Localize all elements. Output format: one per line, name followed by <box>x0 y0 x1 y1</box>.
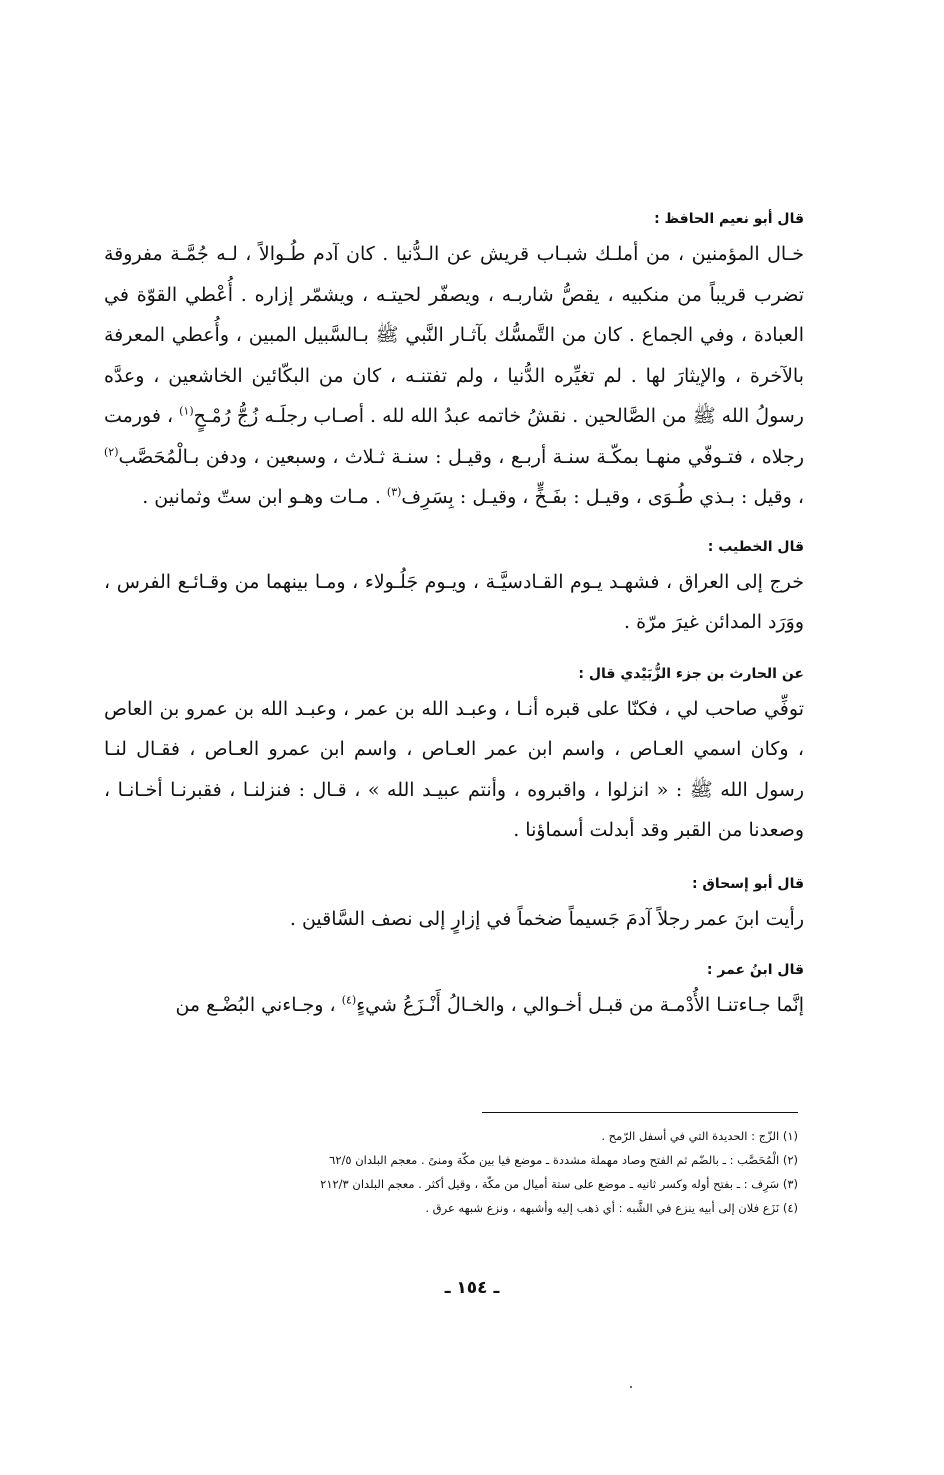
body-text-part: ، فورمت رجلاه ، فتـوفّي منهـا بمكّـة سنـة أربـع ، وقيـل : سنـة ثـلاث ، وسبعين ، ودفن بـالْمُحَصَّب <box>104 405 804 468</box>
section-ibn-umar <box>104 959 804 1026</box>
body-text-part: . مـات وهـو ابن ستّ وثمانين . <box>142 486 387 508</box>
footnote-reference[interactable]: (٤) <box>341 993 357 1007</box>
section-body <box>104 985 804 1026</box>
footnote-separator <box>482 1112 798 1113</box>
body-text-part: ، وجـاءني البُضْـع من <box>175 994 342 1016</box>
section-heading: عن الحارث بن جزء الزُّبَيْدي قال : <box>578 665 804 682</box>
section-al-harith <box>104 663 804 851</box>
section-heading: قال ابنُ عمر : <box>706 962 804 978</box>
body-text-part: ، وقيل : بـذي طُـوَى ، وقيـل : بفَـخٍّ ، وقيـل : بِسَرِف <box>401 486 804 508</box>
page-number: ـ ١٥٤ ـ <box>444 1278 500 1298</box>
section-heading: قال أبو إسحاق : <box>691 875 804 892</box>
section-body: رأيت ابنَ عمر رجلاً آدمَ جَسيماً ضخماً في إزارٍ إلى نصف السَّاقين . <box>289 907 804 930</box>
footnote-2: (٢) الْمُحَصَّب : ـ بالضّم ثم الفتح وصاد مهملة مشددة ـ موضع فيا بين مكّة ومنىً . معجم البلدان ٦٢/٥ <box>329 1153 798 1167</box>
footnote-4: (٤) نَزَع فلان إلى أبيه ينزع في الشَّبه : أي ذهب إليه وأشبهه ، ونزع شبهه عرق . <box>425 1201 798 1215</box>
section-abu-ishaq <box>104 873 804 940</box>
main-text <box>104 208 804 1026</box>
section-body <box>104 234 804 518</box>
body-text-part: خـال المؤمنين ، من أملـك شبـاب قريش عن الـدُّنيا . كان آدم طُـوالاً ، لـه جُمَّـة مفروقة تضرب قريباً من منكبيه ، يقصُّ شاربـه ، ويصفّر لحيتـه ، ويشمّر إزاره . أُعْطي القوّة في العبادة ، وفي الجماع . كان من التَّمسُّك بآثـار النَّبي ﷺ بـالسَّبيل المبين ، وأُعطي المعرفة بالآخرة ، والإيثارَ لها . لم تغيِّره الدُّنيا ، ولم تفتنـه ، كان من البكّائين الخاشعين ، وعدَّه رسولُ الله ﷺ من الصَّالحين . نقشُ خاتمه عبدُ الله لله . أصـاب رجلَـه زُجُّ رُمْـحٍ <box>104 243 804 427</box>
section-body: خرج إلى العراق ، فشهـد يـوم القـادسيَّـة ، ويـوم جَلُـولاء ، ومـا بينهما من وقـائـع الفرس ، ووَرَد المدائن غيرَ مرّة . <box>104 570 804 633</box>
footnote-reference[interactable]: (٣) <box>386 485 402 499</box>
section-heading: قال أبو نعيم الحافظ : <box>654 211 804 227</box>
footnote-3: (٣) سَرِف : ـ بفتح أوله وكسر ثانيه ـ موضع على ستة أميال من مكّة ، وقيل أكثر . معجم البلدان ٢١٢/٣ <box>320 1177 798 1191</box>
footnotes <box>104 1124 798 1220</box>
scan-speck <box>630 1386 632 1388</box>
footnote-reference[interactable]: (٢) <box>104 445 119 459</box>
body-text-part: إنَّما جـاءتنـا الأُدْمـة من قبـل أخـوالي ، والخـالُ أَنْـزَعُ شيءٍ <box>356 994 804 1016</box>
section-abu-nuaym <box>104 208 804 518</box>
section-body: توفِّي صاحب لي ، فكنّا على قبره أنـا ، وعبـد الله بن عمر ، وعبـد الله بن عمرو بن العاص ، وكان اسمي العـاص ، واسم ابن عمر العـاص ، واسم ابن عمرو العـاص ، فقـال لنـا رسول الله ﷺ : « انزلوا ، واقبروه ، وأنتم عبيـد الله » ، قـال : فنزلنـا ، فقبرنـا أخـانـا ، وصعدنا من القبر وقد أبدلت أسماؤنا . <box>104 697 804 841</box>
footnote-reference[interactable]: (١) <box>179 404 194 418</box>
section-al-khatib <box>104 536 804 643</box>
footnote-1: (١) الزّج : الحديدة التي في أسفل الرّمح . <box>601 1129 798 1143</box>
section-heading: قال الخطيب : <box>707 538 804 555</box>
